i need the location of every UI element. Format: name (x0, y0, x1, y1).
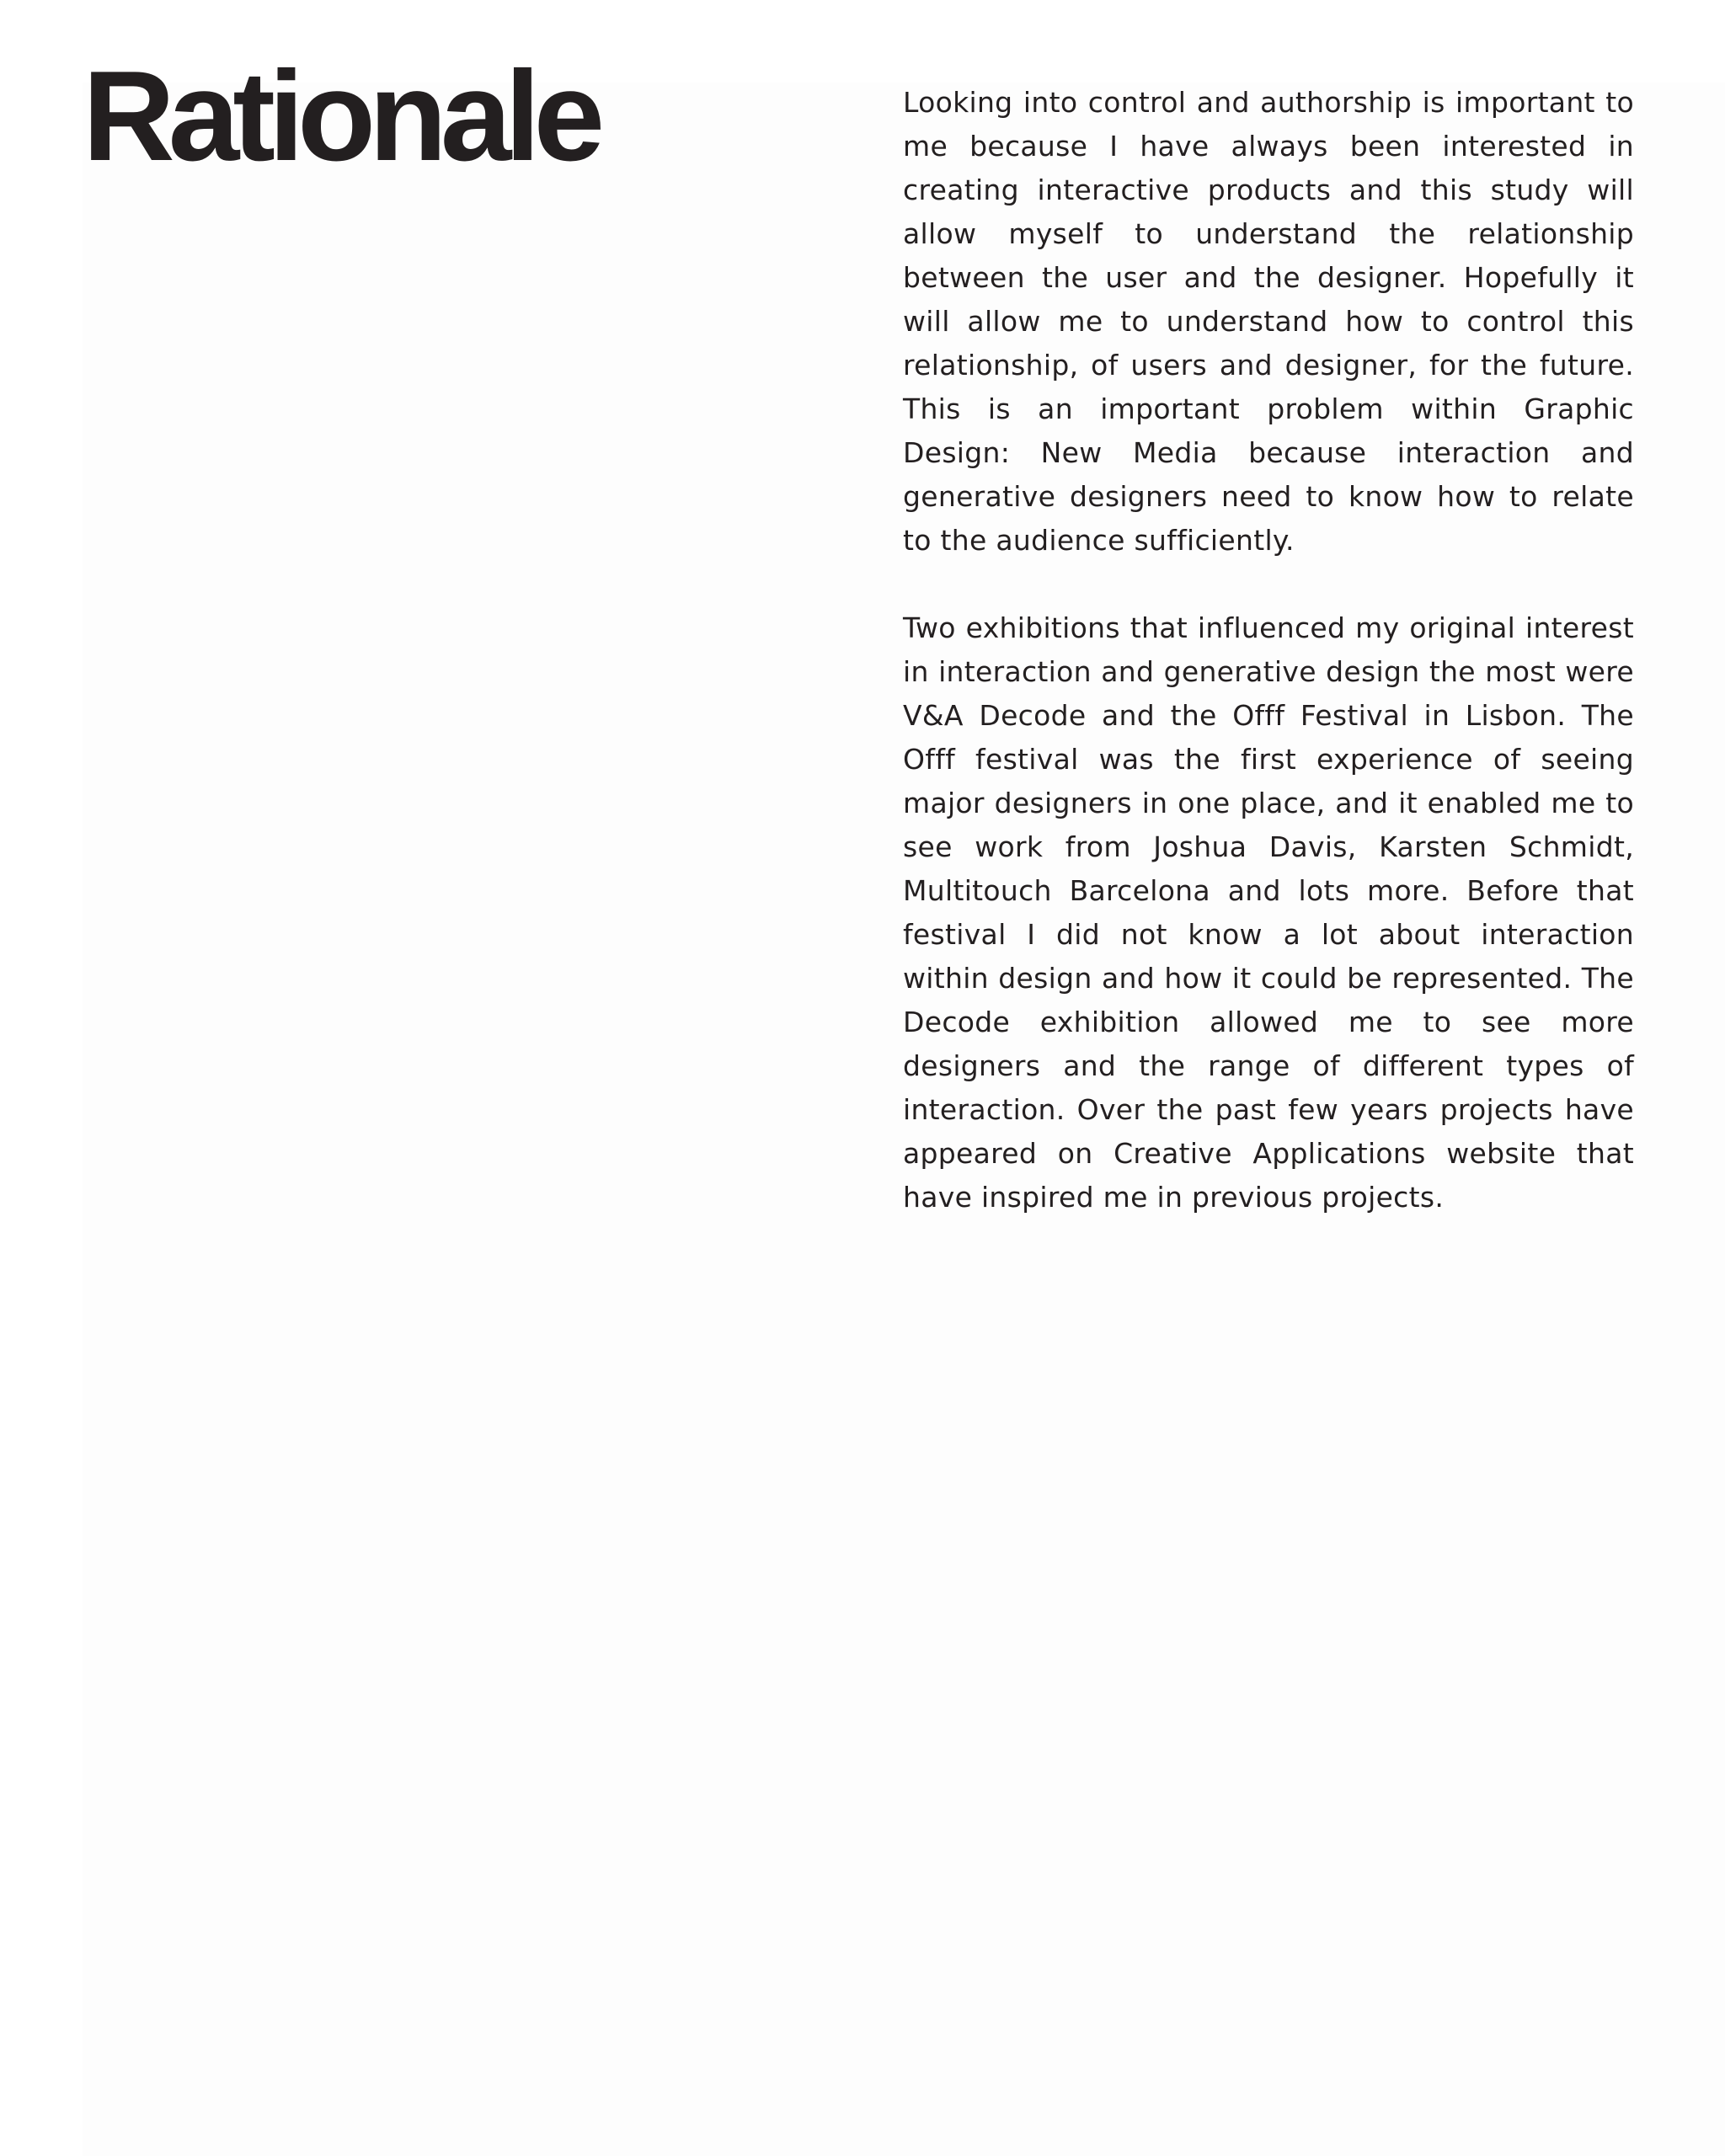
page-title: Rationale (83, 45, 599, 188)
body-text-column (903, 81, 1634, 1263)
paragraph-influences: Two exhibitions that influenced my original interest in interaction and generative design the most were V&A Decode and the Offf Festival in Lisbon. The Offf festival was the first experience of seeing major designers in one place, and it enabled me to see work from Joshua Davis, Karsten Schmidt, Multitouch Barcelona and lots more. Before that festival I did not know a lot about interaction within design and how it could be represented. The Decode exhibition allowed me to see more designers and the range of different types of interaction. Over the past few years projects have appeared on Creative Applications website that have inspired me in previous projects. (903, 611, 1634, 1214)
paragraph-motivation: Looking into control and authorship is important to me because I have always been interested in creating interactive products and this study will allow myself to understand the relationship between the user and the designer. Hopefully it will allow me to understand how to control this relationship, of users and designer, for the future. This is an important problem within Graphic Design: New Media because interaction and generative designers need to know how to relate to the audience sufficiently. (903, 86, 1634, 557)
